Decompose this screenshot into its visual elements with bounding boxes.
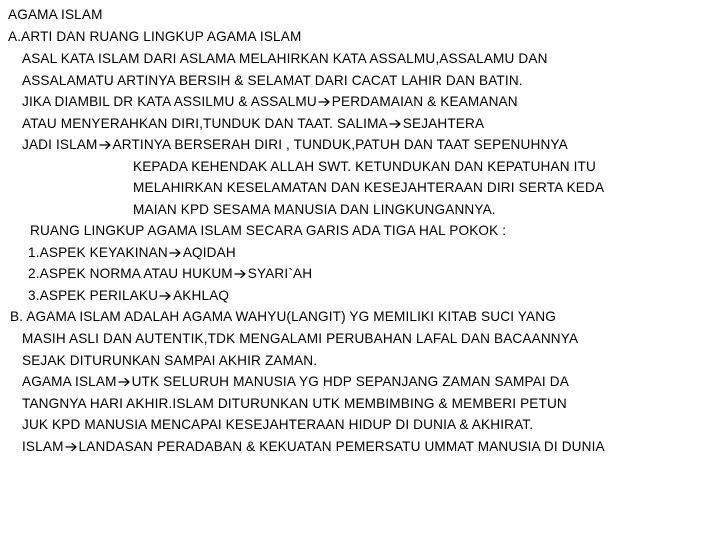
document-line [22, 73, 523, 89]
line-text: SEJAK DITURUNKAN SAMPAI AKHIR ZAMAN. [22, 353, 318, 368]
line-text: UTK SELURUH MANUSIA YG HDP SEPANJANG ZAMAN SAMPAI DA [131, 374, 569, 389]
document-line [133, 180, 604, 196]
document-line [22, 374, 569, 390]
document-line [10, 309, 556, 325]
document-line [22, 417, 533, 433]
line-text: JIKA DIAMBIL DR KATA ASSILMU & ASSALMU [22, 94, 317, 109]
line-text: 3.ASPEK PERILAKU [28, 288, 159, 303]
line-text: MELAHIRKAN KESELAMATAN DAN KESEJAHTERAAN DIRI SERTA KEDA [133, 180, 605, 195]
line-text: AGAMA ISLAM [22, 374, 117, 389]
document-line [22, 396, 567, 412]
line-text: ARTINYA BERSERAH DIRI , TUNDUK,PATUH DAN TAAT SEPENUHNYA [112, 137, 568, 152]
line-text: ASAL KATA ISLAM DARI ASLAMA MELAHIRKAN KATA ASSALMU,ASSALAMU DAN [22, 51, 548, 66]
line-text: JADI ISLAM [22, 137, 98, 152]
line-text: ISLAM [22, 439, 64, 454]
document-line [22, 116, 484, 132]
document-line [22, 94, 518, 110]
arrow-right-icon [389, 119, 402, 129]
line-text: MASIH ASLI DAN AUTENTIK,TDK MENGALAMI PERUBAHAN LAFAL DAN BACAANNYA [22, 331, 579, 346]
line-text: PERDAMAIAN & KEAMANAN [331, 94, 518, 109]
document-line [28, 288, 229, 304]
line-text: TANGNYA HARI AKHIR.ISLAM DITURUNKAN UTK MEMBIMBING & MEMBERI PETUN [22, 396, 567, 411]
document-line [133, 159, 596, 175]
arrow-right-icon [318, 97, 331, 107]
arrow-right-icon [159, 291, 172, 301]
document-line [22, 353, 317, 369]
document-line [22, 51, 548, 67]
line-text: MAIAN KPD SESAMA MANUSIA DAN LINGKUNGANNYA. [133, 202, 496, 217]
section-a-heading: A.ARTI DAN RUANG LINGKUP AGAMA ISLAM [8, 29, 302, 44]
line-text: SYARI`AH [247, 266, 313, 281]
arrow-right-icon [65, 442, 78, 452]
line-text: ASSALAMATU ARTINYA BERSIH & SELAMAT DARI CACAT LAHIR DAN BATIN. [22, 73, 523, 88]
document-title: AGAMA ISLAM [8, 7, 103, 22]
line-text: 1.ASPEK KEYAKINAN [28, 245, 168, 260]
line-text: B. AGAMA ISLAM ADALAH AGAMA WAHYU(LANGIT) YG MEMILIKI KITAB SUCI YANG [10, 309, 556, 324]
arrow-right-icon [118, 377, 131, 387]
line-text: RUANG LINGKUP AGAMA ISLAM SECARA GARIS ADA TIGA HAL POKOK : [30, 223, 507, 238]
line-text: SEJAHTERA [402, 116, 485, 131]
document-line [22, 331, 578, 347]
document-line [22, 439, 605, 455]
line-text: KEPADA KEHENDAK ALLAH SWT. KETUNDUKAN DAN KEPATUHAN ITU [133, 159, 596, 174]
line-text: JUK KPD MANUSIA MENCAPAI KESEJAHTERAAN HIDUP DI DUNIA & AKHIRAT. [22, 417, 534, 432]
arrow-right-icon [99, 140, 112, 150]
document-line [28, 266, 312, 282]
line-text: AQIDAH [182, 245, 236, 260]
arrow-right-icon [234, 269, 247, 279]
line-text: 2.ASPEK NORMA ATAU HUKUM [28, 266, 233, 281]
line-text: ATAU MENYERAHKAN DIRI,TUNDUK DAN TAAT. SALIMA [22, 116, 388, 131]
document-line [30, 223, 506, 239]
arrow-right-icon [169, 248, 182, 258]
line-text: LANDASAN PERADABAN & KEKUATAN PEMERSATU UMMAT MANUSIA DI DUNIA [78, 439, 605, 454]
document-line [28, 245, 236, 261]
line-text: AKHLAQ [173, 288, 230, 303]
document-line [133, 202, 496, 218]
document-line [22, 137, 568, 153]
